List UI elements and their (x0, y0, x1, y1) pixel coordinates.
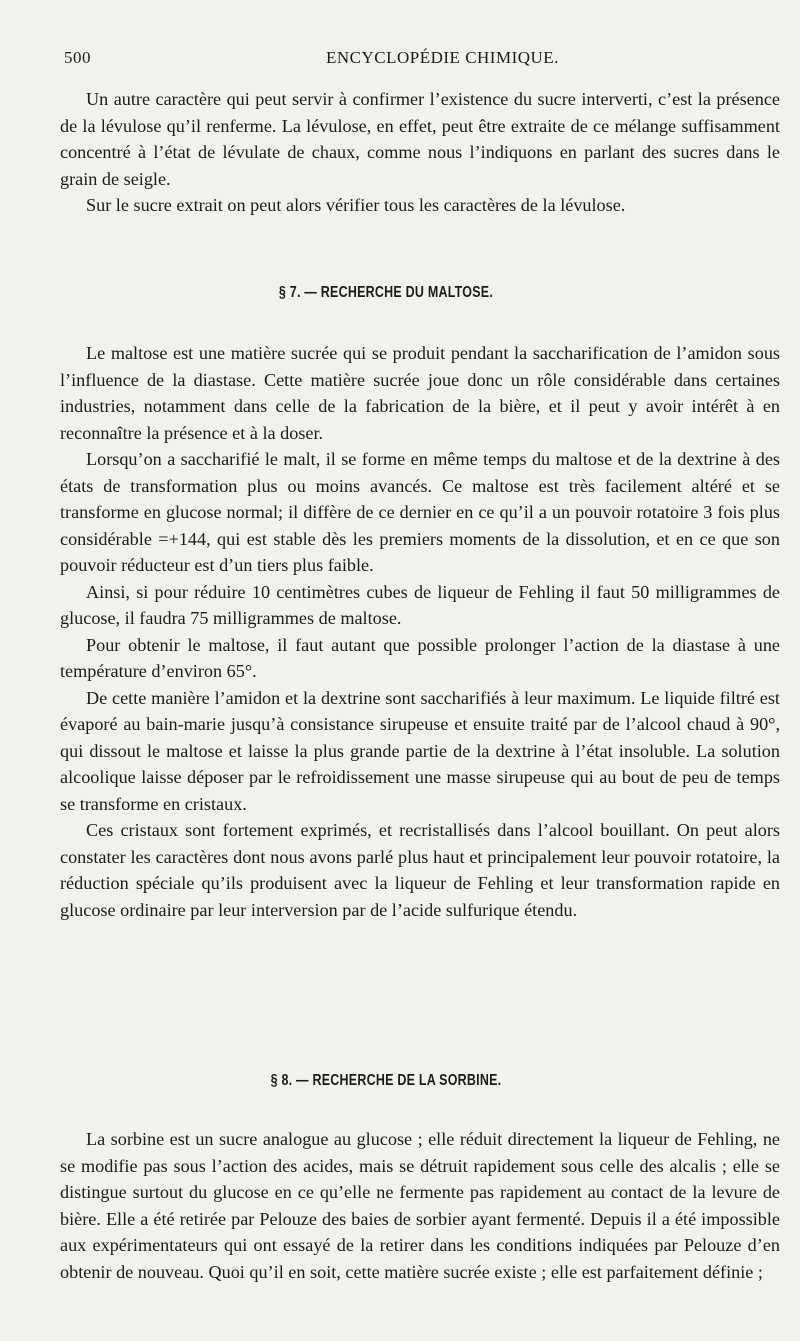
running-title: ENCYCLOPÉDIE CHIMIQUE. (326, 48, 559, 67)
paragraph: Ainsi, si pour réduire 10 centimètres cubes de liqueur de Fehling il faut 50 milligrammes de glucose, il faudra 75 milligrammes de maltose. (60, 581, 780, 628)
paragraph: Un autre caractère qui peut servir à confirmer l’existence du sucre interverti, c’est la présence de la lévulose qu’il renferme. La lévulose, en effet, peut être extraite de ce mélange suffisamment concentré à l’état de lévulate de chaux, comme nous l’indiquons en parlant des sucres dans le grain de seigle. (60, 89, 780, 189)
paragraph: Lorsqu’on a saccharifié le malt, il se forme en même temps du maltose et de la dextrine à des états de transformation plus ou moins avancés. Ce maltose est très facilement altéré et se transforme en glucose normal; il diffère de ce dernier en ce qu’il a un pouvoir rotatoire 3 fois plus considérable =+144, qui est stable dès les premiers moments de la dissolution, et en ce que son pouvoir réducteur est d’un tiers plus faible. (60, 449, 780, 575)
section-heading-sorbine: § 8. — RECHERCHE DE LA SORBINE. (270, 1072, 502, 1089)
paragraph: Pour obtenir le maltose, il faut autant que possible prolonger l’action de la diastase à une température d’environ 65°. (60, 634, 780, 681)
paragraph: Ces cristaux sont fortement exprimés, et recristallisés dans l’alcool bouillant. On peut alors constater les caractères dont nous avons parlé plus haut et principalement leur pouvoir rotatoire, la réduction spéciale qu’ils produisent avec la liqueur de Fehling et leur transformation rapide en glucose ordinaire par leur interversion par de l’acide sulfurique étendu. (60, 820, 780, 920)
running-header (64, 48, 744, 76)
page-number: 500 (64, 48, 91, 67)
paragraph: La sorbine est un sucre analogue au glucose ; elle réduit directement la liqueur de Fehling, ne se modifie pas sous l’action des acides, mais se détruit rapidement sous celle des alcalis ; elle se distingue surtout du glucose en ce qu’elle ne fermente pas rapidement au contact de la levure de bière. Elle a été retirée par Pelouze des baies de sorbier ayant fermenté. Depuis il a été impossible aux expérimentateurs qui ont essayé de la retirer dans les conditions indiquées par Pelouze d’en obtenir de nouveau. Quoi qu’il en soit, cette matière sucrée existe ; elle est parfaitement définie ; (60, 1129, 780, 1282)
paragraph: Le maltose est une matière sucrée qui se produit pendant la saccharification de l’amidon sous l’influence de la diastase. Cette matière sucrée joue donc un rôle considérable dans certaines industries, notamment dans celle de la fabrication de la bière, et il peut y avoir intérêt à en reconnaître la présence et à la doser. (60, 343, 780, 443)
section-heading-maltose: § 7. — RECHERCHE DU MALTOSE. (278, 284, 494, 301)
sorbine-section-text (60, 1126, 780, 1285)
intro-text-block (60, 86, 780, 219)
paragraph: De cette manière l’amidon et la dextrine sont saccharifiés à leur maximum. Le liquide filtré est évaporé au bain-marie jusqu’à consistance sirupeuse et ensuite traité par de l’alcool chaud à 90°, qui dissout le maltose et laisse la plus grande partie de la dextrine à l’état insoluble. La solution alcoolique laisse déposer par le refroidissement une masse sirupeuse qui au bout de peu de temps se transforme en cristaux. (60, 687, 780, 814)
maltose-section-text (60, 340, 780, 923)
paragraph: Sur le sucre extrait on peut alors vérifier tous les caractères de la lévulose. (86, 195, 626, 215)
